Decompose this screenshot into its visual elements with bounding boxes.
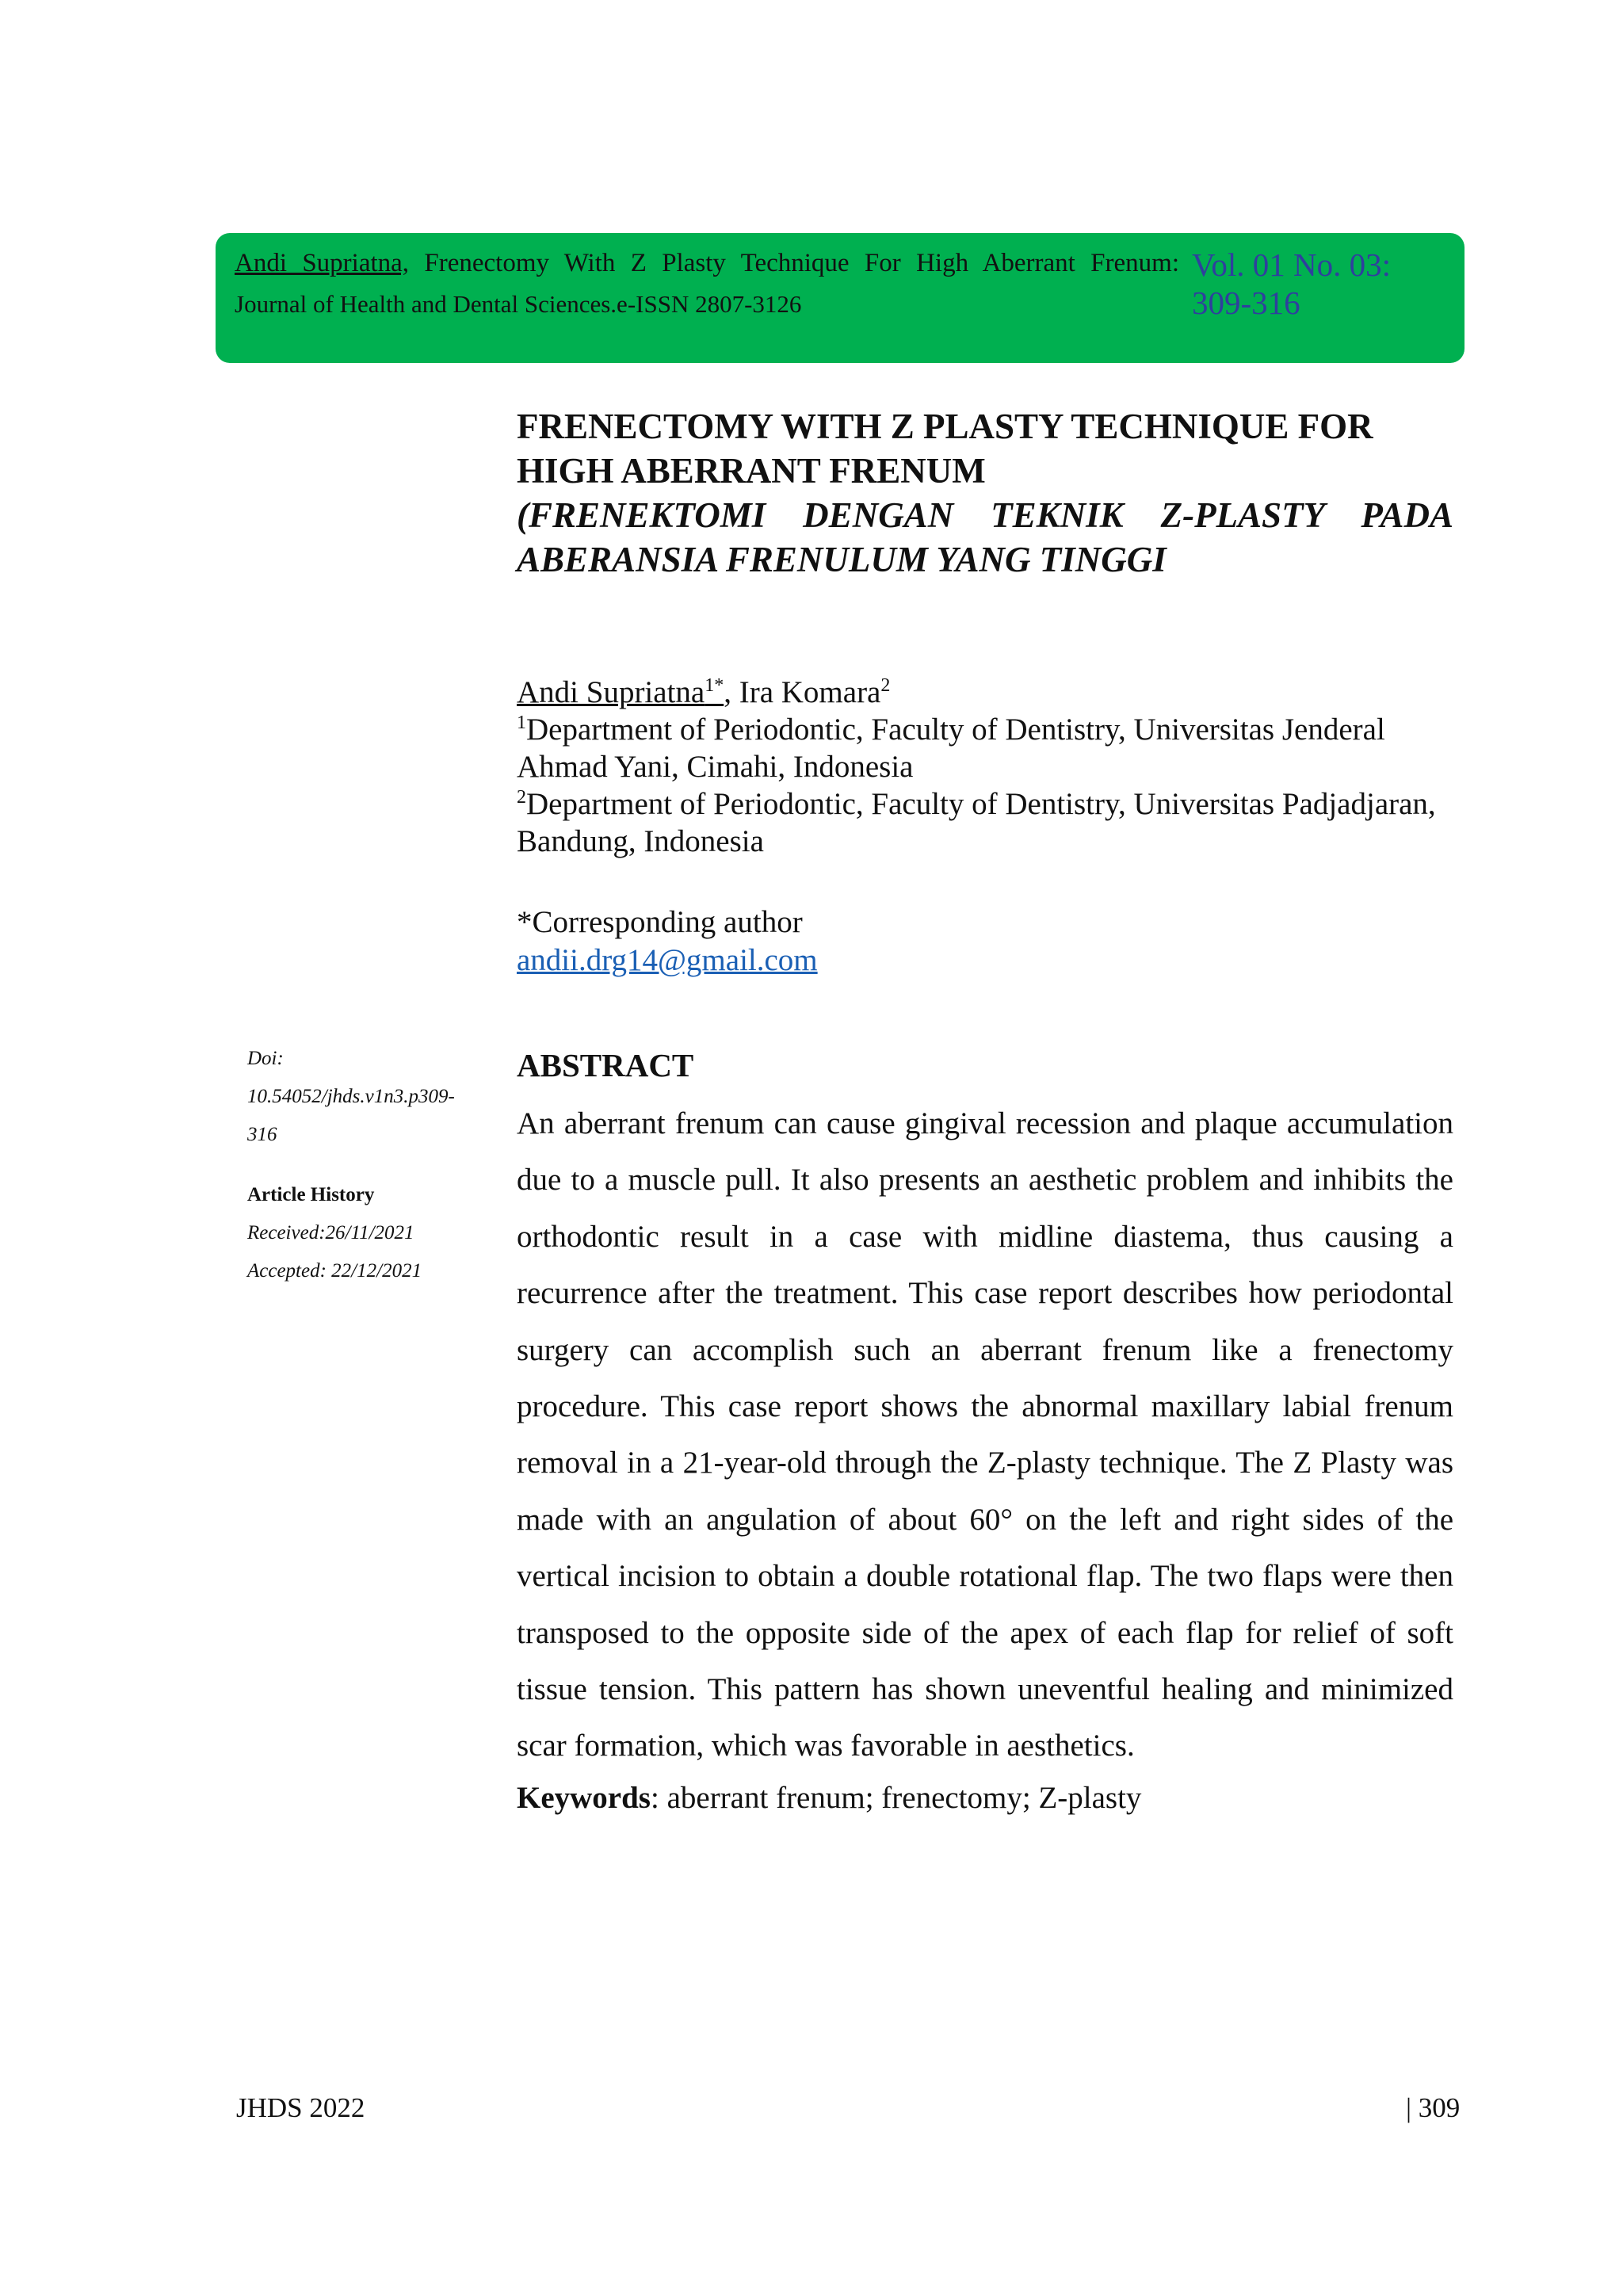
- abstract-body: An aberrant frenum can cause gingival recession and plaque accumulation due to a muscle pull. It also presents an aesthetic problem and inhibits the orthodontic result in a case with midline diastema, thus causing a recurrence after the treatment. This case report describes how periodontal surgery can accomplish such an aberrant frenum like a frenectomy procedure. This case report shows the abnormal maxillary labial frenum removal in a 21-year-old through the Z-plasty technique. The Z Plasty was made with an angulation of about 60° on the left and right sides of the vertical incision to obtain a double rotational flap. The two flaps were then transposed to the opposite side of the apex of each flap for relief of soft tissue tension. This pattern has shown uneventful healing and minimized scar formation, which was favorable in aesthetics.: [517, 1106, 1453, 1763]
- header-author-link[interactable]: Andi Supriatna,: [235, 249, 410, 277]
- author-1-superscript: 1*: [705, 675, 724, 696]
- header-page-range: 309-316: [1192, 285, 1300, 321]
- author-2: Ira Komara: [731, 675, 881, 709]
- footer-page-number: | 309: [1406, 2092, 1461, 2123]
- article-info-sidebar: [247, 1040, 485, 1290]
- author-block: [517, 674, 1468, 860]
- title-indonesian-line-2: ABERANSIA FRENULUM YANG TINGGI: [517, 540, 1167, 579]
- keywords-label: Keywords: [517, 1780, 651, 1815]
- received-date: Received:26/11/2021: [247, 1222, 414, 1244]
- accepted-date: Accepted: 22/12/2021: [247, 1260, 422, 1282]
- affiliation-1: $^1$Department of Periodontic, Faculty of Dentistry, Universitas Jenderal Ahmad Yani, Cimahi, Indonesia: [517, 712, 1385, 784]
- footer-journal-year: JHDS 2022: [236, 2092, 365, 2123]
- article-title: [517, 404, 1453, 582]
- title-english-line-2: HIGH ABERRANT FRENUM: [517, 451, 986, 491]
- title-english: [517, 404, 1453, 493]
- header-volume: [1192, 246, 1430, 322]
- doi-label: Doi:: [247, 1048, 284, 1069]
- corresponding-email-link[interactable]: andii.drg14@gmail.com: [517, 943, 818, 977]
- title-english-line-1: FRENECTOMY WITH Z PLASTY TECHNIQUE FOR: [517, 407, 1373, 446]
- keywords: [517, 1775, 1453, 1822]
- header-volume-issue: Vol. 01 No. 03:: [1192, 246, 1391, 283]
- header-citation-line: [235, 247, 1179, 279]
- author-names: [517, 674, 1468, 711]
- corresponding-author: [517, 904, 818, 980]
- journal-header-band: [216, 233, 1465, 363]
- title-indonesian: [517, 493, 1453, 582]
- corresponding-label: *Corresponding author: [517, 905, 803, 939]
- doi-value: 10.54052/jhds.v1n3.p309- 316: [247, 1086, 455, 1145]
- abstract-section: [517, 1045, 1453, 1822]
- article-history-title: Article History: [247, 1184, 375, 1205]
- header-article-title: Frenectomy With Z Plasty Technique For High Aberrant Frenum:: [409, 249, 1179, 277]
- author-1: Andi Supriatna$^{1*}$,: [517, 675, 731, 709]
- header-journal-name: Journal of Health and Dental Sciences.e-ISSN 2807-3126: [235, 290, 802, 318]
- title-indonesian-line-1: (FRENEKTOMI DENGAN TEKNIK Z-PLASTY PADA: [517, 495, 1453, 535]
- keywords-value: : aberrant frenum; frenectomy; Z-plasty: [651, 1780, 1142, 1815]
- author-2-superscript: 2: [880, 675, 891, 696]
- affiliation-2: $^2$Department of Periodontic, Faculty of Dentistry, Universitas Padjadjaran, Bandung, Indonesia: [517, 787, 1436, 858]
- abstract-heading: ABSTRACT: [517, 1047, 694, 1083]
